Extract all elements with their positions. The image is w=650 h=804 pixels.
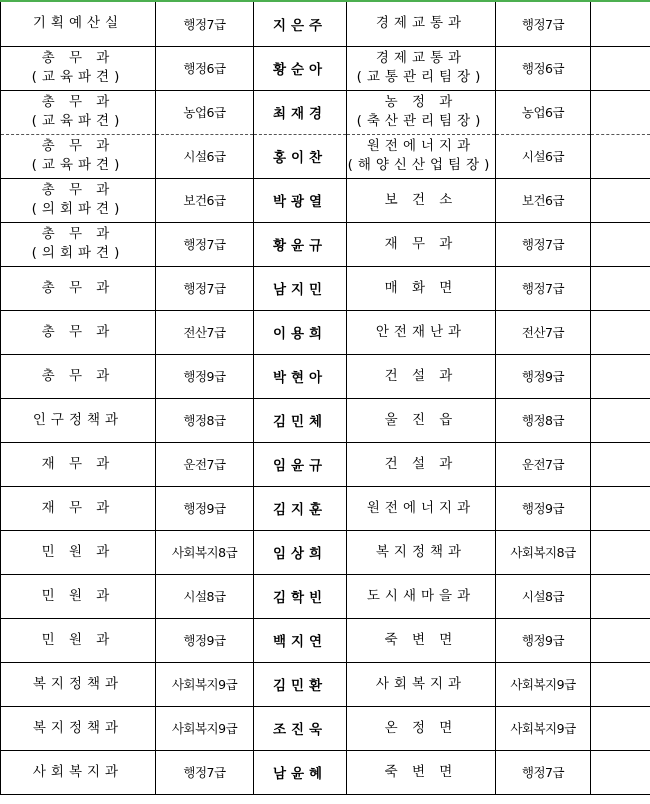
previous-department-line: 인구정책과 [32,411,124,428]
new-department-line: 경제교통과 [375,15,467,32]
remarks-cell [591,310,650,354]
new-department [347,662,496,706]
new-department-line: 죽 변 면 [384,763,458,780]
new-department-line: 울 진 읍 [384,411,458,428]
remarks-cell [591,706,650,750]
previous-grade: 행정9급 [156,354,254,398]
employee-name: 조진욱 [254,706,347,750]
previous-department-line: (의회파견) [31,245,125,261]
employee-name: 김학빈 [254,574,347,618]
employee-name: 임윤규 [254,442,347,486]
previous-department [1,662,156,706]
remarks-cell [591,618,650,662]
new-department [347,618,496,662]
new-department-line: 원전에너지과 [366,138,476,154]
new-department-line: 안전재난과 [375,323,467,340]
new-department-line: 보 건 소 [384,191,458,208]
previous-department [1,706,156,750]
previous-department [1,486,156,530]
previous-grade: 농업6급 [156,90,254,134]
previous-grade: 전산7급 [156,310,254,354]
new-grade: 행정9급 [496,618,591,662]
new-department [347,134,496,178]
table-row [1,750,650,794]
personnel-table [0,2,650,795]
new-grade: 운전7급 [496,442,591,486]
previous-department [1,530,156,574]
new-grade: 보건6급 [496,178,591,222]
table-row [1,46,650,90]
employee-name: 임상희 [254,530,347,574]
previous-grade: 행정8급 [156,398,254,442]
new-department-line: 온 정 면 [384,719,458,736]
previous-grade: 행정7급 [156,750,254,794]
previous-department-line: 재 무 과 [41,499,115,516]
new-grade: 시설6급 [496,134,591,178]
new-department [347,706,496,750]
previous-department-line: 사회복지과 [32,763,124,780]
new-grade: 농업6급 [496,90,591,134]
new-department [347,222,496,266]
previous-department [1,134,156,178]
employee-name: 김민환 [254,662,347,706]
previous-grade: 행정9급 [156,618,254,662]
previous-grade: 운전7급 [156,442,254,486]
table-row [1,486,650,530]
previous-department-line: (교육파견) [31,113,125,129]
employee-name: 남지민 [254,266,347,310]
table-row [1,178,650,222]
table-row [1,398,650,442]
new-grade: 행정9급 [496,486,591,530]
new-department-line: 건 설 과 [384,455,458,472]
remarks-cell [591,750,650,794]
previous-department [1,222,156,266]
new-department-line: (교통관리팀장) [356,69,486,85]
new-grade: 행정6급 [496,46,591,90]
new-department [347,574,496,618]
employee-name: 이용희 [254,310,347,354]
previous-department-line: 복지정책과 [32,719,124,736]
new-department-line: 복지정책과 [375,543,467,560]
previous-grade: 시설8급 [156,574,254,618]
previous-department-line: 총 무 과 [41,50,115,66]
employee-name: 김지훈 [254,486,347,530]
employee-name: 최재경 [254,90,347,134]
previous-department [1,574,156,618]
employee-name: 남윤혜 [254,750,347,794]
new-grade: 사회복지8급 [496,530,591,574]
new-department-line: 죽 변 면 [384,631,458,648]
previous-department-line: 총 무 과 [41,279,115,296]
employee-name: 황순아 [254,46,347,90]
new-department-line: 경제교통과 [375,50,467,66]
previous-department [1,46,156,90]
table-row [1,442,650,486]
new-grade: 행정7급 [496,2,591,46]
new-grade: 행정7급 [496,266,591,310]
table-row [1,266,650,310]
table-row [1,2,650,46]
previous-grade: 행정7급 [156,266,254,310]
previous-department-line: (교육파견) [31,157,125,173]
remarks-cell [591,134,650,178]
previous-department-line: 민 원 과 [41,631,115,648]
remarks-cell [591,266,650,310]
previous-department-line: (의회파견) [31,201,125,217]
table-row [1,618,650,662]
table-row [1,354,650,398]
new-department [347,442,496,486]
remarks-cell [591,574,650,618]
previous-department [1,750,156,794]
new-department-line: 도시새마을과 [366,587,476,604]
remarks-cell [591,354,650,398]
new-grade: 행정7급 [496,222,591,266]
previous-department-line: 재 무 과 [41,455,115,472]
table-row [1,662,650,706]
table-row [1,530,650,574]
employee-name: 홍이찬 [254,134,347,178]
table-row [1,706,650,750]
previous-grade: 사회복지9급 [156,706,254,750]
new-department [347,750,496,794]
previous-department-line: 총 무 과 [41,323,115,340]
previous-department-line: 기획예산실 [32,15,124,32]
new-department [347,178,496,222]
previous-department [1,178,156,222]
previous-department [1,90,156,134]
new-department-line: 사회복지과 [375,675,467,692]
table-row [1,134,650,178]
remarks-cell [591,222,650,266]
previous-department [1,618,156,662]
previous-department-line: 총 무 과 [41,94,115,110]
remarks-cell [591,398,650,442]
table-row [1,574,650,618]
new-grade: 행정8급 [496,398,591,442]
previous-department [1,266,156,310]
new-grade: 전산7급 [496,310,591,354]
new-grade: 사회복지9급 [496,706,591,750]
new-department [347,486,496,530]
previous-department-line: 총 무 과 [41,226,115,242]
previous-grade: 행정7급 [156,222,254,266]
employee-name: 박현아 [254,354,347,398]
previous-department-line: 총 무 과 [41,367,115,384]
previous-grade: 보건6급 [156,178,254,222]
table-row [1,90,650,134]
table-row [1,222,650,266]
new-department [347,310,496,354]
previous-department [1,354,156,398]
previous-department [1,398,156,442]
new-department [347,266,496,310]
remarks-cell [591,2,650,46]
employee-name: 박광열 [254,178,347,222]
new-department-line: (축산관리팀장) [356,113,486,129]
previous-department-line: 복지정책과 [32,675,124,692]
remarks-cell [591,662,650,706]
previous-grade: 행정7급 [156,2,254,46]
previous-department [1,310,156,354]
new-department [347,530,496,574]
new-department-line: 재 무 과 [384,235,458,252]
new-department [347,46,496,90]
new-department-line: 원전에너지과 [366,499,476,516]
table-row [1,310,650,354]
remarks-cell [591,486,650,530]
employee-name: 황윤규 [254,222,347,266]
previous-grade: 시설6급 [156,134,254,178]
new-department-line: 매 화 면 [384,279,458,296]
new-department-line: 농 정 과 [384,94,458,110]
previous-grade: 사회복지8급 [156,530,254,574]
new-grade: 사회복지9급 [496,662,591,706]
employee-name: 김민체 [254,398,347,442]
previous-department [1,442,156,486]
employee-name: 지은주 [254,2,347,46]
previous-grade: 행정9급 [156,486,254,530]
previous-department-line: (교육파견) [31,69,125,85]
new-department-line: (해양신산업팀장) [347,157,495,173]
previous-grade: 행정6급 [156,46,254,90]
new-department [347,90,496,134]
new-department-line: 건 설 과 [384,367,458,384]
new-department [347,398,496,442]
remarks-cell [591,442,650,486]
new-grade: 행정9급 [496,354,591,398]
previous-department-line: 민 원 과 [41,587,115,604]
remarks-cell [591,178,650,222]
previous-department [1,2,156,46]
remarks-cell [591,90,650,134]
employee-name: 백지연 [254,618,347,662]
previous-grade: 사회복지9급 [156,662,254,706]
new-grade: 행정7급 [496,750,591,794]
previous-department-line: 민 원 과 [41,543,115,560]
previous-department-line: 총 무 과 [41,182,115,198]
remarks-cell [591,46,650,90]
previous-department-line: 총 무 과 [41,138,115,154]
remarks-cell [591,530,650,574]
new-grade: 시설8급 [496,574,591,618]
new-department [347,2,496,46]
personnel-table-body [1,2,650,794]
new-department [347,354,496,398]
